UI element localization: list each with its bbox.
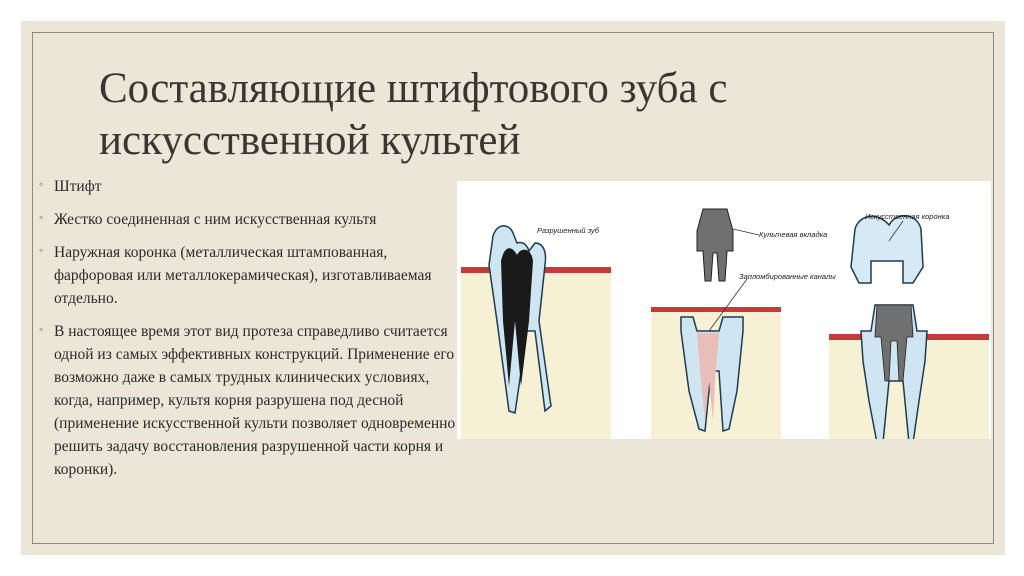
bullet-text: Штифт (54, 178, 102, 195)
bullet-text: Жестко соединенная с ним искусственная культя (54, 211, 377, 228)
label-root-canal-filling: Запломбированные каналы (739, 272, 836, 281)
artificial-crown-panel (829, 212, 989, 439)
bullet-text: Наружная коронка (металлическая штампованная, фарфоровая или металлокерамическая), изготавливаемая отдельно. (54, 244, 432, 307)
bone-area (651, 309, 781, 439)
bullet-list (39, 175, 459, 491)
tooth-illustration (457, 181, 991, 439)
bullet-item (39, 175, 459, 198)
core-inlay-panel (651, 209, 836, 439)
label-artificial-crown: Искусственная коронка (865, 212, 950, 221)
bullet-icon: ◦ (39, 210, 44, 224)
gum-line (651, 307, 781, 312)
bullet-icon: ◦ (39, 243, 44, 257)
bullet-icon: ◦ (39, 322, 44, 336)
bullet-item (39, 241, 459, 310)
core-inlay-shape (697, 209, 733, 281)
label-destroyed-tooth: Разрушенный зуб (537, 226, 599, 235)
label-core-inlay: Культевая вкладка (759, 230, 828, 239)
crown-shape (851, 216, 923, 283)
tooth-diagram (457, 181, 991, 439)
core-inlay-pointer (733, 229, 759, 235)
bullet-item (39, 208, 459, 231)
destroyed-tooth-panel (461, 226, 611, 439)
slide-title: Составляющие штифтового зуба с искусственной культей (99, 65, 728, 164)
bullet-text: В настоящее время этот вид протеза справедливо считается одной из самых эффективных конструкций. Применение его возможно даже в самых трудных клинических условиях, когда, например, культя корня разрушена под десной (применение искусственной культи позволяет одновременно решить задачу восстановления разрушенной части корня и коронки). (54, 323, 456, 478)
bullet-icon: ◦ (39, 177, 44, 191)
bullet-item (39, 320, 459, 481)
slide (21, 21, 1005, 555)
